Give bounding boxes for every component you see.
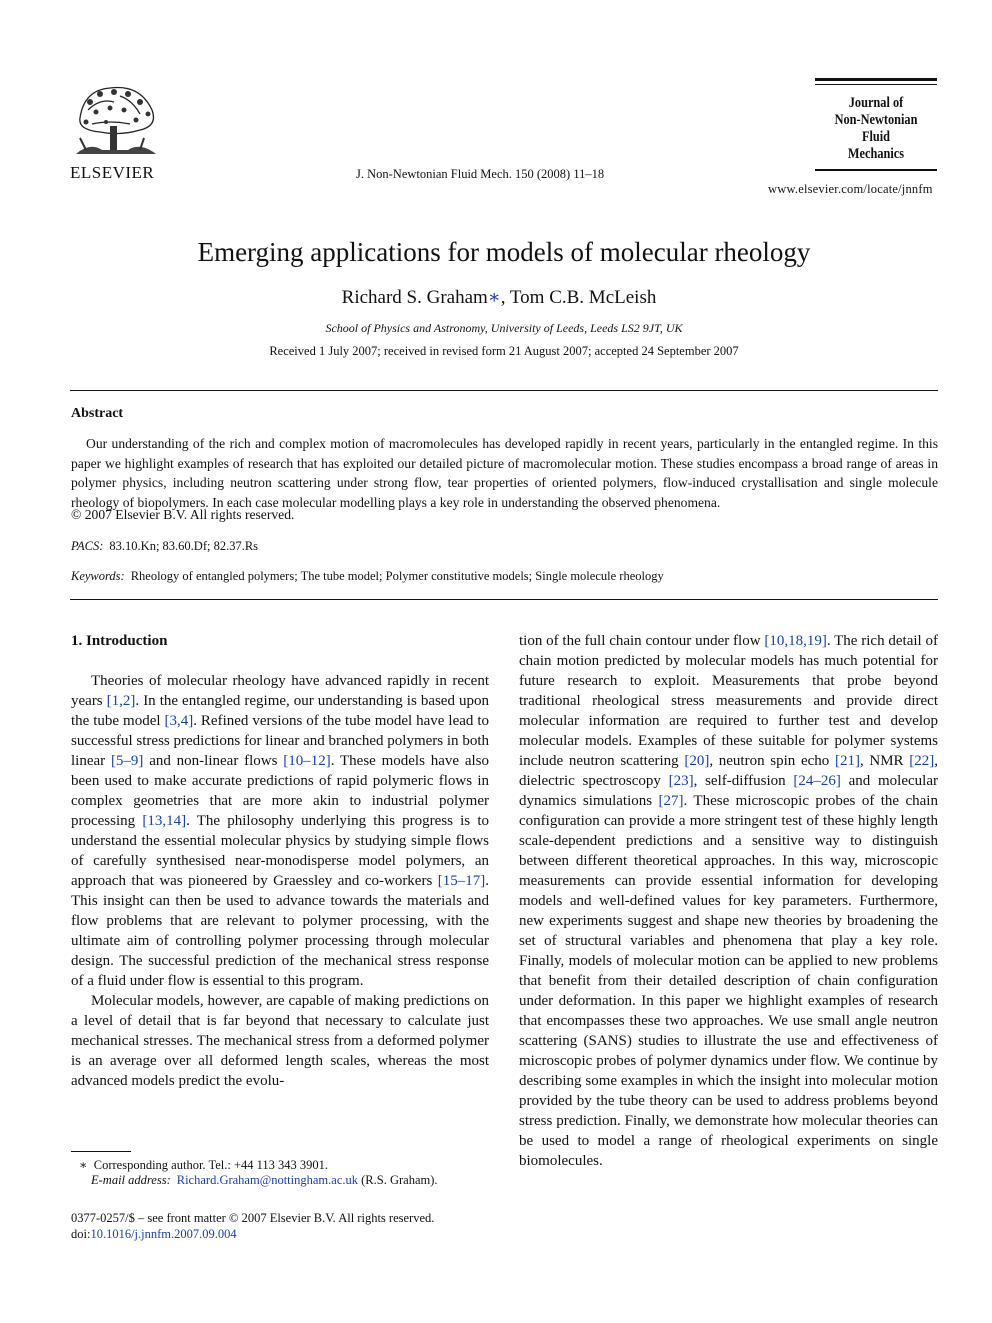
citation-link[interactable]: [20]	[684, 753, 710, 769]
citation-link[interactable]: [23]	[668, 773, 694, 789]
journal-title-line: Non-Newtonian	[834, 112, 918, 128]
journal-box-rule	[815, 78, 937, 81]
body-paragraph	[519, 631, 938, 1171]
email-label: E-mail address:	[91, 1173, 171, 1187]
paragraph-text: and molecular dynamics simulations	[519, 773, 938, 809]
divider	[70, 390, 938, 391]
pacs-label: PACS:	[71, 539, 104, 553]
paragraph-text: . These microscopic probes of the chain configuration can provide a more stringent test of these highly length scale-dependent predictions and a sensitive way to distinguish between different theoretical approaches. In this way, microscopic measurements can provide essential information for developing models and well-defined values for key parameters. Furthermore, new experiments suggest and shape new theories by broadening the set of structural variables and phenomena that play a key role. Finally, models of molecular motion can be applied to new problems that benefit from their detailed description of chain configuration under deformation. In this paper we highlight examples of research that encompasses these two approaches. We use small angle neutron scattering (SANS) studies to illustrate the use and effectiveness of microscopic probes of polymer dynamics under flow. We continue by describing some examples in which the insight into molecular motion provided by the tube theory can be used to address problems beyond stress prediction. Finally, we demonstrate how molecular theories can be used to model a range of rheological experiments on single biomolecules.	[519, 793, 938, 1169]
paragraph-text: , dielectric spectroscopy	[519, 753, 938, 789]
citation-link[interactable]: [13,14]	[142, 813, 187, 829]
citation-link[interactable]: [27]	[658, 793, 684, 809]
author-list	[0, 286, 992, 309]
section-heading: 1. Introduction	[71, 633, 168, 649]
email-suffix: (R.S. Graham).	[358, 1173, 438, 1187]
journal-title-line: Mechanics	[847, 146, 905, 162]
journal-box-rule	[815, 169, 937, 171]
paragraph-text: , NMR	[859, 753, 910, 769]
corresponding-author-link[interactable]: ∗	[487, 287, 501, 308]
journal-title-line: Journal of	[848, 95, 904, 111]
publisher-name: ELSEVIER	[70, 163, 155, 182]
citation-link[interactable]: [21]	[834, 753, 860, 769]
journal-citation: J. Non-Newtonian Fluid Mech. 150 (2008) 11–18	[356, 167, 605, 181]
pacs-values: 83.10.Kn; 83.60.Df; 82.37.Rs	[109, 539, 259, 553]
tree-logo-icon	[70, 80, 160, 158]
received-dates: Received 1 July 2007; received in revised form 21 August 2007; accepted 24 September 2007	[269, 344, 739, 358]
paragraph-text: , neutron spin echo	[709, 753, 835, 769]
footnote-corresponding	[79, 1157, 328, 1173]
affiliation: School of Physics and Astronomy, University of Leeds, Leeds LS2 9JT, UK	[325, 321, 683, 335]
author-name: Tom C.B. McLeish	[509, 287, 657, 308]
body-paragraph	[71, 671, 489, 991]
citation-link[interactable]: [3,4]	[164, 713, 194, 729]
paragraph-text: and non-linear flows	[143, 753, 284, 769]
paragraph-text: tion of the full chain contour under flow	[519, 633, 765, 649]
paragraph-text: Molecular models, however, are capable of making predictions on a level of detail that is far beyond that necessary to calculate just mechanical stresses. The mechanical stress from a deformed polymer is an average over all deformed length scales, whereas the most advanced models predict the evolu-	[71, 993, 489, 1089]
body-paragraph	[71, 991, 489, 1091]
citation-link[interactable]: [24–26]	[793, 773, 841, 789]
author-separator: ,	[500, 287, 510, 308]
paragraph-text: . These models have also been used to make accurate predictions of rapid polymeric flows in complex geometries that are more akin to industrial polymer processing	[71, 753, 489, 829]
keywords	[71, 569, 664, 584]
citation-link[interactable]: [10–12]	[283, 753, 331, 769]
paragraph-text: , self-diffusion	[693, 773, 794, 789]
citation-link[interactable]: [15–17]	[437, 873, 486, 889]
citation-link[interactable]: [10,18,19]	[764, 633, 827, 649]
citation-link[interactable]: [22]	[909, 753, 935, 769]
journal-title-line: Fluid	[861, 129, 891, 145]
paragraph-text: . The rich detail of chain motion predicted by molecular models has much potential for future research to exploit. Measurements that probe beyond traditional rheological stress measurements and provide direct molecular information are required to further test and develop molecular models. Examples of these suitable for polymer systems include neutron scattering	[519, 633, 939, 769]
abstract-text: Our understanding of the rich and complex motion of macromolecules has developed rapidly in recent years, particularly in the entangled regime. In this paper we highlight examples of research that has exploited our detailed picture of macromolecular motion. These studies encompass a broad range of areas in polymer physics, including neutron scattering under strong flow, tear properties of oriented polymers, flow-induced crystallisation and single molecule rheology of biopolymers. In each case molecular modelling plays a key role in understanding the observed phenomena.	[71, 436, 938, 510]
journal-box-rule	[815, 84, 937, 85]
issn-line: 0377-0257/$ – see front matter © 2007 Elsevier B.V. All rights reserved.	[71, 1211, 435, 1225]
email-link[interactable]: Richard.Graham@nottingham.ac.uk	[176, 1173, 358, 1187]
journal-title	[824, 95, 928, 163]
paragraph-text: . Refined versions of the tube model have lead to successful stress predictions for linear and branched polymers in both linear	[71, 713, 489, 769]
paragraph-text: Theories of molecular rheology have advanced rapidly in recent years	[71, 673, 489, 709]
keywords-label: Keywords:	[71, 569, 125, 583]
footnote-rule	[71, 1151, 131, 1152]
abstract-heading: Abstract	[71, 406, 124, 421]
journal-url-link[interactable]: www.elsevier.com/locate/jnnfm	[768, 182, 933, 196]
body-column-right	[519, 631, 938, 1171]
journal-title-box	[815, 78, 937, 171]
doi-line	[71, 1227, 237, 1242]
doi-link[interactable]: 10.1016/j.jnnfm.2007.09.004	[90, 1227, 237, 1241]
footnote-mark: ∗	[79, 1158, 88, 1172]
footnote-email	[91, 1173, 438, 1188]
body-column-left	[71, 671, 489, 1091]
pacs-codes	[71, 539, 258, 554]
keywords-values: Rheology of entangled polymers; The tube model; Polymer constitutive models; Single molecule rheology	[130, 569, 664, 583]
citation-link[interactable]: [1,2]	[106, 693, 136, 709]
author-name: Richard S. Graham	[341, 287, 488, 308]
paragraph-text: . This insight can then be used to advance towards the materials and flow problems that are relevant to polymer processing, with the ultimate aim of controlling polymer processing through molecular design. The successful prediction of the mechanical stress response of a fluid under flow is essential to this program.	[71, 873, 489, 989]
divider	[70, 599, 938, 600]
doi-label: doi:	[71, 1227, 91, 1241]
citation-link[interactable]: [5–9]	[110, 753, 144, 769]
paragraph-text: . In the entangled regime, our understanding is based upon the tube model	[71, 693, 489, 729]
paragraph-text: . The philosophy underlying this progress is to understand the essential molecular physics by studying simple flows of carefully synthesised near-monodisperse model polymers, an approach that was pioneered by Graessley and co-workers	[71, 813, 489, 889]
article-title: Emerging applications for models of molecular rheology	[197, 237, 811, 267]
footnote-text: Corresponding author. Tel.: +44 113 343 3901.	[93, 1158, 329, 1172]
copyright-notice: © 2007 Elsevier B.V. All rights reserved.	[71, 507, 295, 522]
